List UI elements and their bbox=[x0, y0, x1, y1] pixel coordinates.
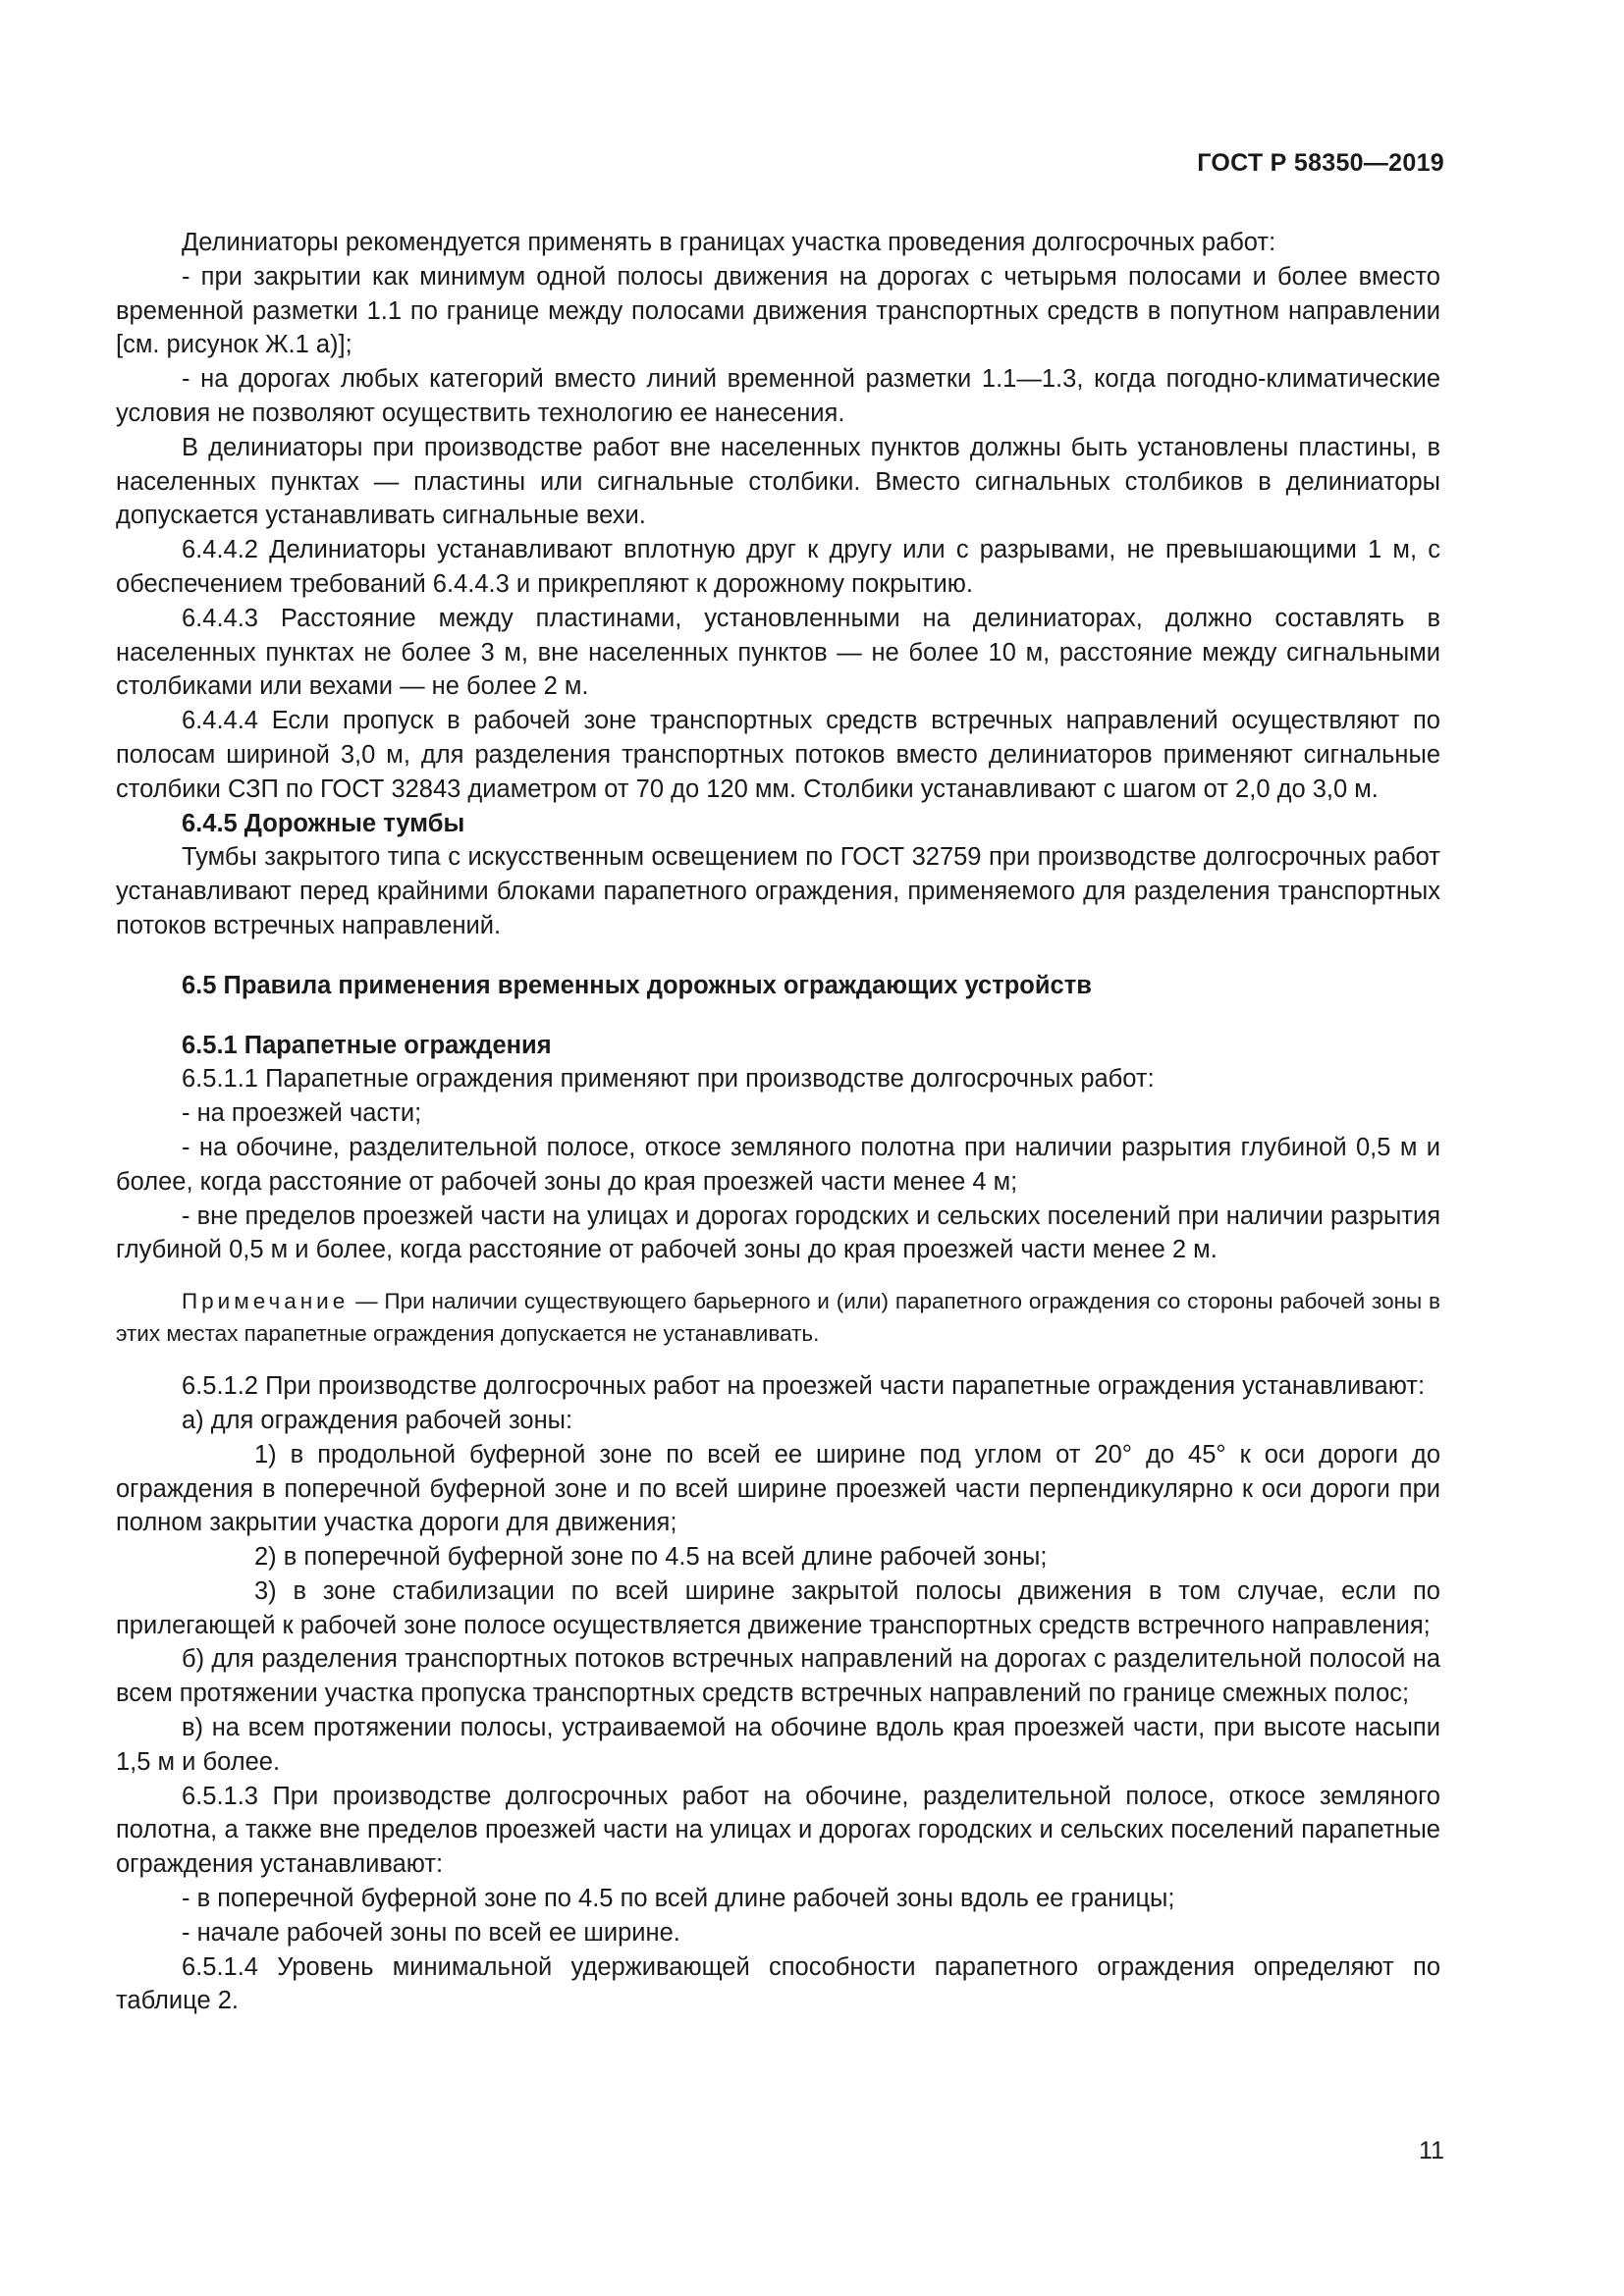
section-heading-6-5: 6.5 Правила применения временных дорожных ограждающих устройств bbox=[182, 971, 1092, 999]
sub-list-item: 1) в продольной буферной зоне по всей ее ширине под углом от 20° до 45° к оси дороги до ограждения в поперечной буферной зоне и по всей ширине проезжей части перпендикулярно к оси дороги при полном закрытии участка дороги для движения; bbox=[116, 1440, 1440, 1537]
paragraph: Делиниаторы рекомендуется применять в границах участка проведения долгосрочных работ: bbox=[182, 229, 1276, 256]
page-number: 11 bbox=[1419, 2137, 1444, 2164]
note bbox=[116, 1285, 1440, 1350]
section-heading-6-5-1: 6.5.1 Парапетные ограждения bbox=[182, 1031, 552, 1059]
clause-6-5-1-3: 6.5.1.3 При производстве долгосрочных работ на обочине, разделительной полосе, откосе земляного полотна, а также вне пределов проезжей части на улицах и дорогах городских и сельских поселений парапетные ограждения устанавливают: bbox=[116, 1782, 1440, 1879]
clause-6-4-4-2: 6.4.4.2 Делиниаторы устанавливают вплотную друг к другу или с разрывами, не превышающими 1 м, с обеспечением требований 6.4.4.3 и прикрепляют к дорожному покрытию. bbox=[116, 536, 1440, 598]
list-item: - на проезжей части; bbox=[182, 1099, 422, 1128]
list-item: б) для разделения транспортных потоков встречных направлений на дорогах с разделительной полосой на всем протяжении участка пропуска транспортных средств встречных направлений по границе смежных полос; bbox=[116, 1645, 1440, 1708]
section-heading-6-4-5: 6.4.5 Дорожные тумбы bbox=[182, 809, 465, 837]
document-code: ГОСТ Р 58350—2019 bbox=[1197, 149, 1444, 177]
sub-list-item: 3) в зоне стабилизации по всей ширине закрытой полосы движения в том случае, если по прилегающей к рабочей зоне полосе осуществляется движение транспортных средств встречного направления; bbox=[116, 1576, 1440, 1639]
list-item: в) на всем протяжении полосы, устраиваемой на обочине вдоль края проезжей части, при высоте насыпи 1,5 м и более. bbox=[116, 1714, 1440, 1776]
clause-6-5-1-1: 6.5.1.1 Парапетные ограждения применяют при производстве долгосрочных работ: bbox=[182, 1065, 1155, 1094]
list-item: - начале рабочей зоны по всей ее ширине. bbox=[182, 1918, 680, 1947]
sub-list-item: 2) в поперечной буферной зоне по 4.5 на всей длине рабочей зоны; bbox=[254, 1543, 1048, 1572]
list-item: - на обочине, разделительной полосе, откосе земляного полотна при наличии разрытия глубиной 0,5 м и более, когда расстояние от рабочей зоны до края проезжей части менее 4 м; bbox=[116, 1133, 1440, 1196]
document-body bbox=[116, 226, 1440, 2018]
list-item: - при закрытии как минимум одной полосы движения на дорогах с четырьмя полосами и более вместо временной разметки 1.1 по границе между полосами движения транспортных средств в попутном направлении [см. рисунок Ж.1 а)]; bbox=[116, 262, 1440, 359]
clause-6-4-4-3: 6.4.4.3 Расстояние между пластинами, установленными на делиниаторах, должно составлять в населенных пунктах не более 3 м, вне населенных пунктов — не более 10 м, расстояние между сигнальными столбиками или вехами — не более 2 м. bbox=[116, 604, 1440, 701]
list-item: - на дорогах любых категорий вместо линий временной разметки 1.1—1.3, когда погодно-климатические условия не позволяют осуществить технологию ее нанесения. bbox=[116, 365, 1440, 427]
clause-6-5-1-2: 6.5.1.2 При производстве долгосрочных работ на проезжей части парапетные ограждения устанавливают: bbox=[182, 1372, 1426, 1401]
list-item: а) для ограждения рабочей зоны: bbox=[182, 1406, 573, 1434]
list-item: - вне пределов проезжей части на улицах и дорогах городских и сельских поселений при наличии разрытия глубиной 0,5 м и более, когда расстояние от рабочей зоны до края проезжей части менее 2 м. bbox=[116, 1201, 1440, 1264]
list-item: - в поперечной буферной зоне по 4.5 по всей длине рабочей зоны вдоль ее границы; bbox=[182, 1885, 1175, 1913]
paragraph: В делиниаторы при производстве работ вне населенных пунктов должны быть установлены пластины, в населенных пунктах — пластины или сигнальные столбики. Вместо сигнальных столбиков в делиниаторы допускается устанавливать сигнальные вехи. bbox=[116, 433, 1440, 530]
paragraph: Тумбы закрытого типа с искусственным освещением по ГОСТ 32759 при производстве долгосрочных работ устанавливают перед крайними блоками парапетного ограждения, применяемого для разделения транспортных потоков встречных направлений. bbox=[116, 843, 1440, 939]
clause-6-4-4-4: 6.4.4.4 Если пропуск в рабочей зоне транспортных средств встречных направлений осуществляют по полосам шириной 3,0 м, для разделения транспортных потоков вместо делиниаторов применяют сигнальные столбики СЗП по ГОСТ 32843 диаметром от 70 до 120 мм. Столбики устанавливают с шагом от 2,0 до 3,0 м. bbox=[116, 707, 1440, 803]
note-label: Примечание bbox=[182, 1289, 350, 1314]
clause-6-5-1-4: 6.5.1.4 Уровень минимальной удерживающей способности парапетного ограждения определяют по таблице 2. bbox=[116, 1952, 1440, 2015]
note-text: — При наличии существующего барьерного и (или) парапетного ограждения со стороны рабочей зоны в этих местах парапетные ограждения допускается не устанавливать. bbox=[116, 1289, 1440, 1347]
